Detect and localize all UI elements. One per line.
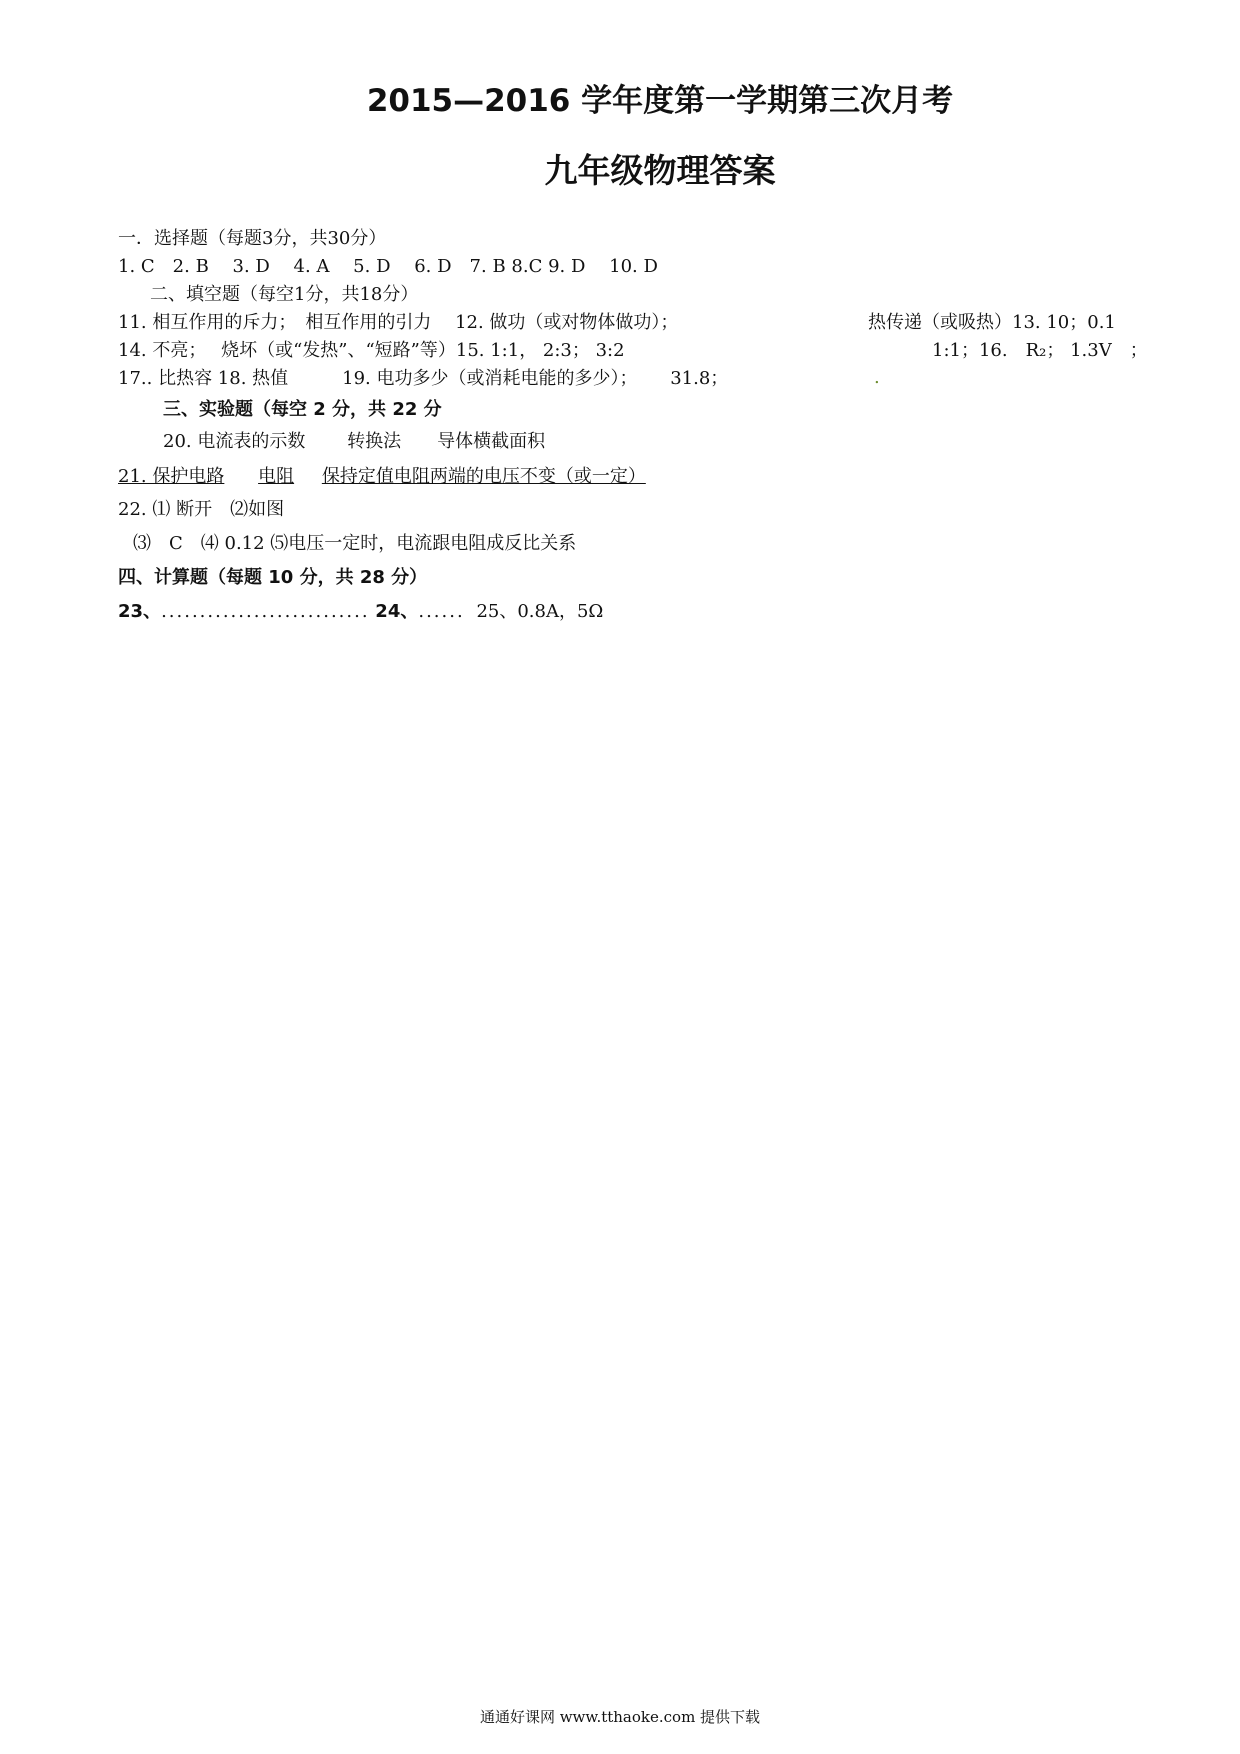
question-24-dots: ......: [418, 601, 465, 622]
section4-answers: [118, 600, 603, 624]
question-21: [118, 465, 646, 489]
stray-dot: .: [874, 367, 880, 388]
section4-heading: 四、计算题（每题 10 分，共 28 分）: [118, 567, 428, 588]
document-subtitle: 九年级物理答案: [544, 151, 776, 190]
question-22-line2: ⑶ C ⑷ 0.12 ⑸电压一定时，电流跟电阻成反比关系: [133, 533, 577, 554]
question-22-line1: 22. ⑴ 断开 ⑵如图: [118, 499, 285, 520]
section2-line3: 17.. 比热容 18. 热值 19. 电功多少（或消耗电能的多少）； 31.8；: [118, 368, 729, 389]
question-25-answer: 25、0.8A，5Ω: [476, 601, 604, 622]
section3-heading: 三、实验题（每空 2 分，共 22 分: [163, 399, 442, 420]
section2-line2-left: 14. 不亮； 烧坏（或“发热”、“短路”等）15. 1:1， 2:3； 3:2: [118, 340, 625, 361]
section2-heading: 二、填空题（每空1分，共18分）: [150, 284, 419, 305]
document-title: 2015—2016 学年度第一学期第三次月考: [366, 83, 954, 119]
footer-credit: 通通好课网 www.tthaoke.com 提供下载: [479, 1708, 761, 1726]
section1-heading: 一．选择题（每题3分，共30分）: [118, 228, 387, 249]
section1-answers: 1. C 2. B 3. D 4. A 5. D 6. D 7. B 8.C 9. D 10. D: [118, 256, 658, 277]
question-23-dots: ...........................: [161, 601, 370, 622]
question-24-label: 24、: [375, 601, 419, 622]
question-23-label: 23、: [118, 601, 162, 622]
question-21-part-a: 21. 保护电路: [118, 466, 225, 487]
section2-line1-right: 热传递（或吸热）13. 10；0.1: [868, 312, 1116, 333]
section2-line2-right: 1:1；16. R₂； 1.3V ；: [932, 340, 1148, 361]
question-20: 20. 电流表的示数 转换法 导体横截面积: [163, 431, 546, 452]
question-21-part-c: 保持定值电阻两端的电压不变（或一定）: [321, 466, 646, 487]
section2-line1-left: 11. 相互作用的斥力； 相互作用的引力 12. 做功（或对物体做功）；: [118, 312, 679, 333]
question-21-part-b: 电阻: [258, 466, 295, 487]
